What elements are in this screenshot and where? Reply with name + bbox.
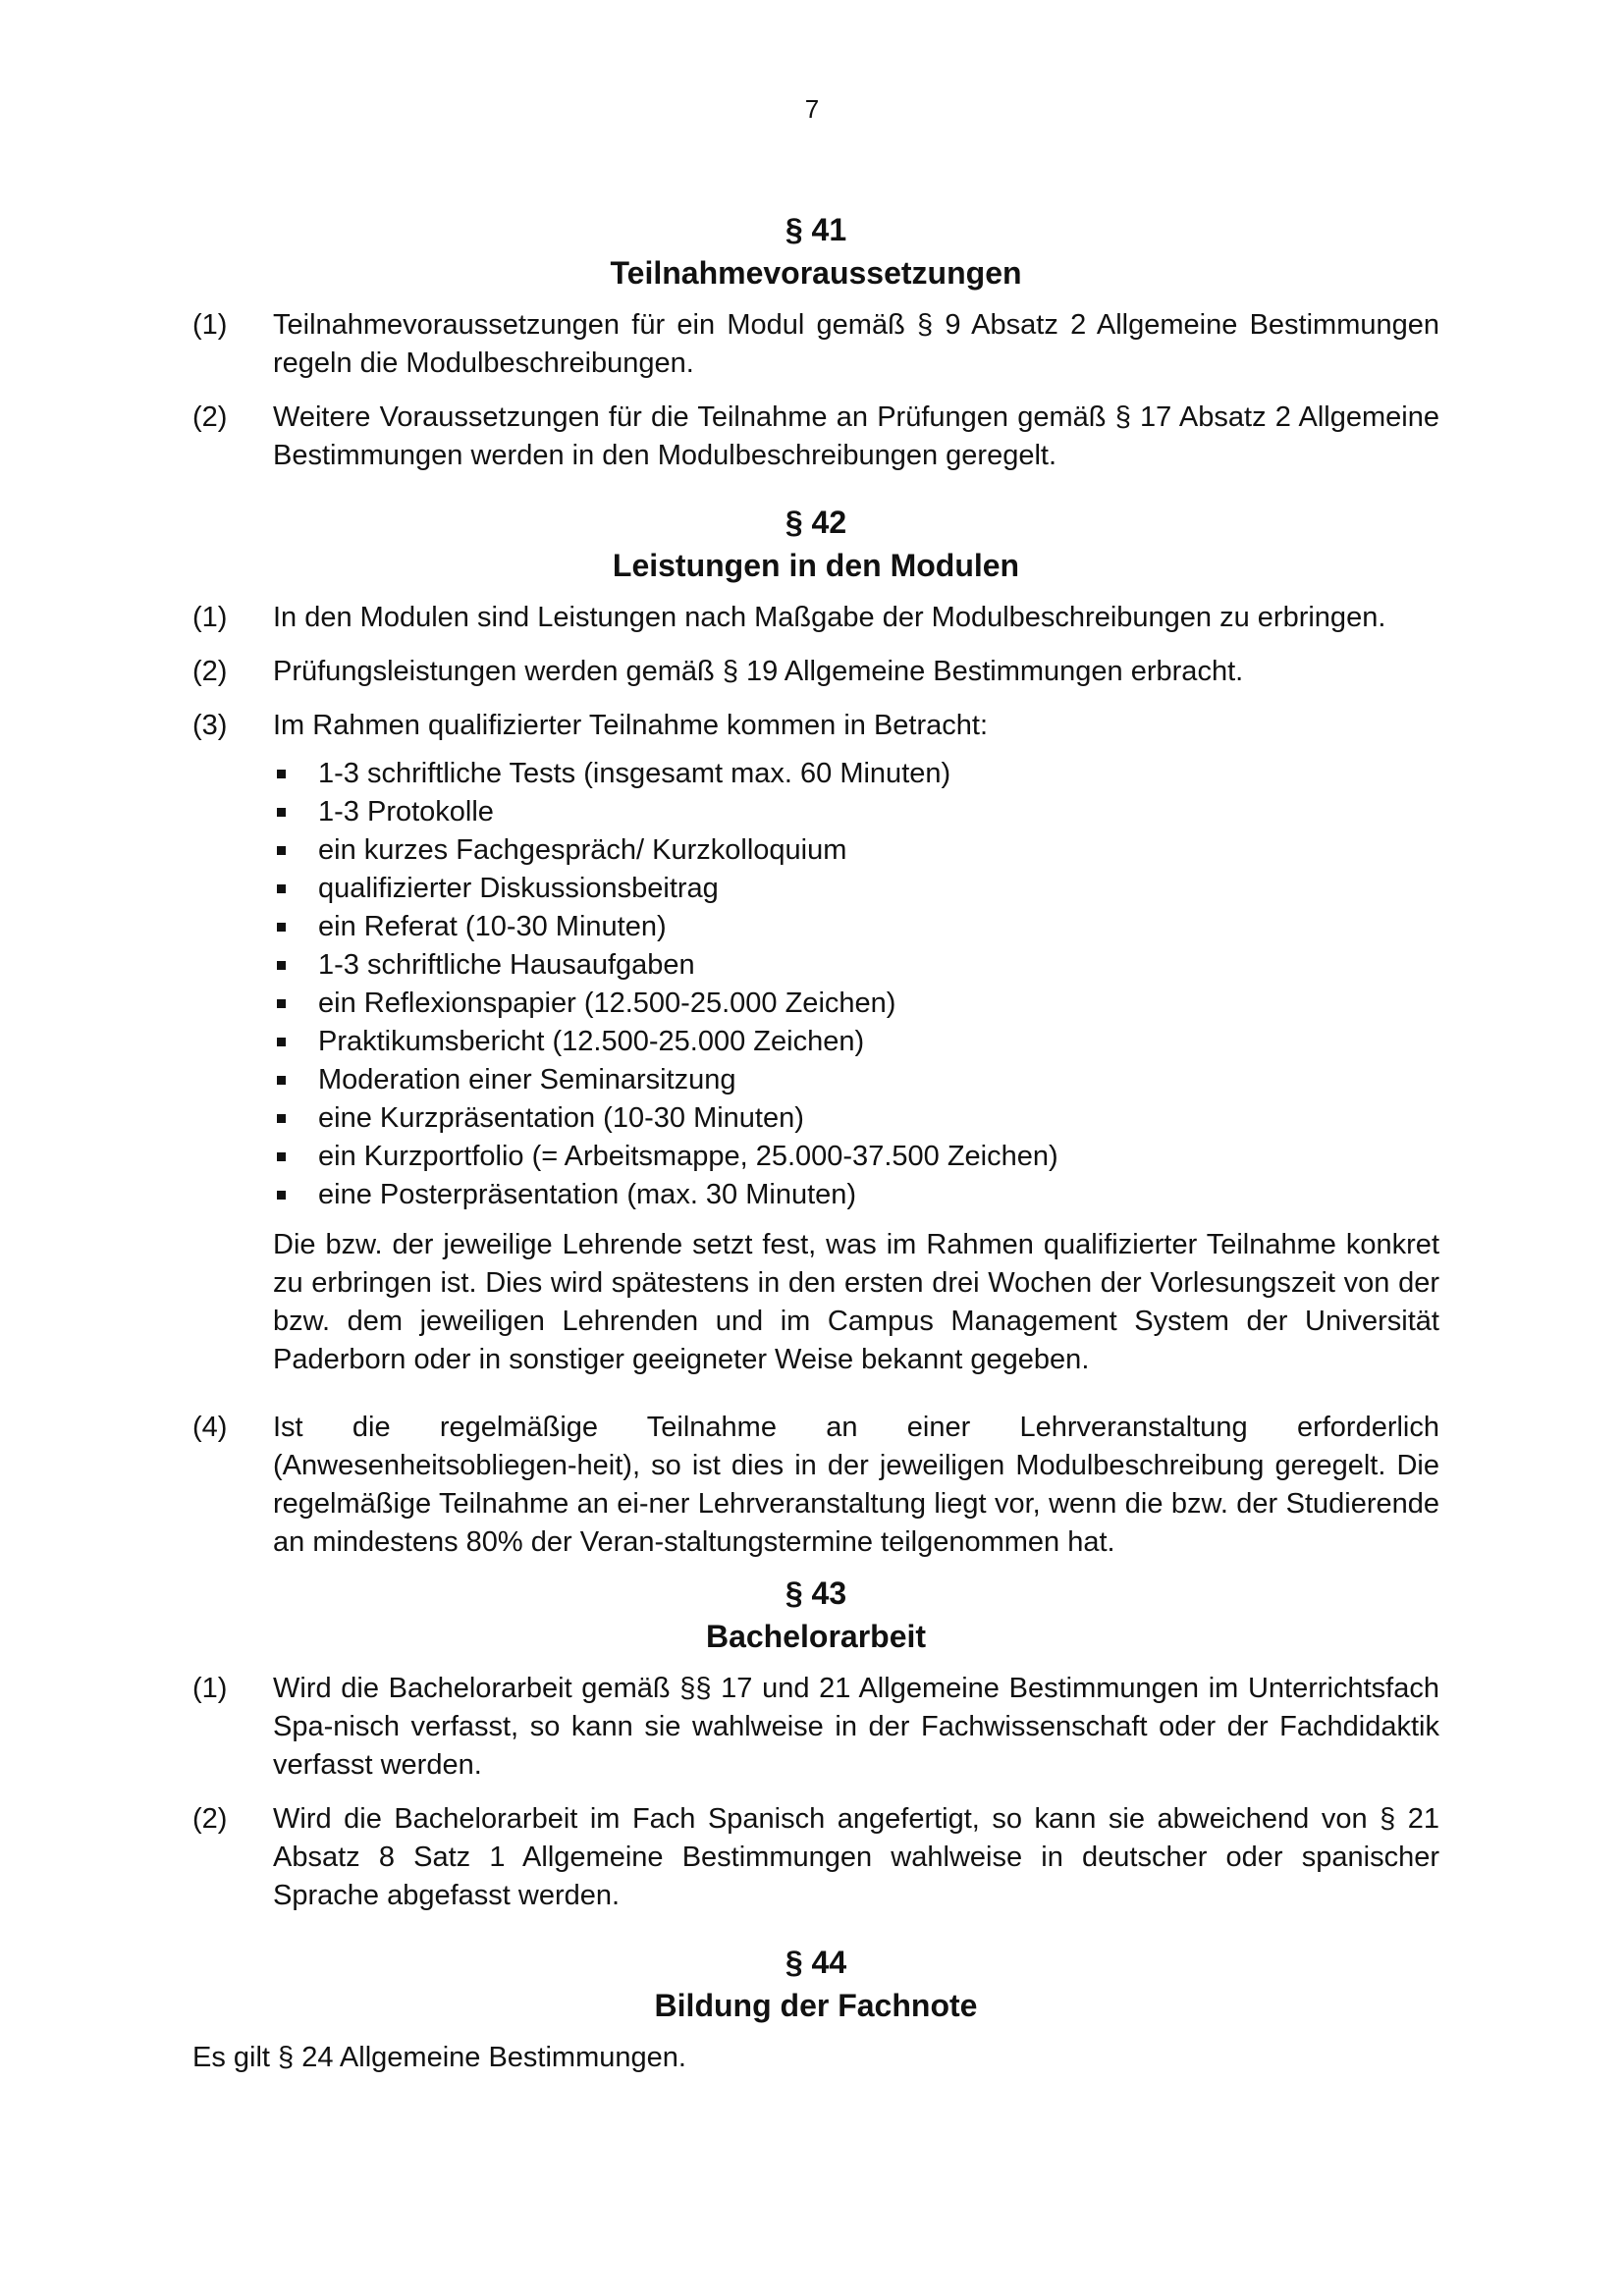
paragraph-text: Teilnahmevoraussetzungen für ein Modul gemäß § 9 Absatz 2 Allgemeine Bestimmungen regeln die Modulbeschreibungen. (273, 309, 1439, 379)
section-42 (192, 501, 1439, 1562)
list-item: ein Referat (10-30 Minuten) (273, 908, 1439, 946)
section-42-title: Leistungen in den Modulen (612, 548, 1020, 583)
paragraph-text: Wird die Bachelorarbeit im Fach Spanisch angefertigt, so kann sie abweichend von § 21 Absatz 8 Satz 1 Allgemeine Bestimmungen wahlweise in deutscher oder spanischer Sprache abgefasst werden. (273, 1803, 1439, 1911)
paragraph-number: (4) (192, 1412, 228, 1443)
paragraph (192, 306, 1439, 383)
section-43-title: Bachelorarbeit (705, 1619, 927, 1654)
paragraph-number: (2) (192, 401, 228, 433)
section-44-text: Es gilt § 24 Allgemeine Bestimmungen. (192, 2042, 686, 2073)
paragraph-text: Im Rahmen qualifizierter Teilnahme kommen in Betracht: (273, 710, 989, 741)
paragraph-text: Wird die Bachelorarbeit gemäß §§ 17 und 21 Allgemeine Bestimmungen im Unterrichtsfach Spa-nisch verfasst, so kann sie wahlweise in der Fachwissenschaft oder der Fachdidaktik verfasst werden. (273, 1673, 1439, 1781)
list-item: 1-3 Protokolle (273, 793, 1439, 831)
section-44 (192, 1941, 1439, 2077)
list-item: eine Posterpräsentation (max. 30 Minuten) (273, 1176, 1439, 1214)
section-41 (192, 208, 1439, 475)
paragraph (192, 1670, 1439, 1785)
paragraph (192, 1409, 1439, 1562)
qualified-participation-list (273, 755, 1439, 1214)
paragraph-text: Weitere Voraussetzungen für die Teilnahme an Prüfungen gemäß § 17 Absatz 2 Allgemeine Bestimmungen werden in den Modulbeschreibungen geregelt. (273, 401, 1439, 471)
section-41-number: § 41 (785, 212, 847, 247)
list-item: ein Reflexionspapier (12.500-25.000 Zeichen) (273, 985, 1439, 1023)
list-item: eine Kurzpräsentation (10-30 Minuten) (273, 1099, 1439, 1138)
list-item: 1-3 schriftliche Hausaufgaben (273, 946, 1439, 985)
list-item: qualifizierter Diskussionsbeitrag (273, 870, 1439, 908)
paragraph-text: Ist die regelmäßige Teilnahme an einer Lehrveranstaltung erforderlich (Anwesenheitsobliegen-heit), so ist dies in der jeweiligen Modulbeschreibung geregelt. Die regelmäßige Teilnahme an ei-ner Lehrveranstaltung liegt vor, wenn die bzw. der Studierende an mindestens 80% der Veran-staltungstermine teilgenommen hat. (273, 1412, 1439, 1558)
paragraph (192, 707, 1439, 745)
paragraph-number: (2) (192, 656, 228, 687)
section-41-title: Teilnahmevoraussetzungen (610, 255, 1022, 291)
list-item: ein kurzes Fachgespräch/ Kurzkolloquium (273, 831, 1439, 870)
section-43-number: § 43 (785, 1575, 847, 1611)
list-item: 1-3 schriftliche Tests (insgesamt max. 60 Minuten) (273, 755, 1439, 793)
paragraph-number: (2) (192, 1803, 228, 1835)
section-44-number: § 44 (785, 1945, 847, 1980)
paragraph-number: (1) (192, 1673, 228, 1704)
paragraph (192, 1800, 1439, 1915)
paragraph (192, 599, 1439, 637)
list-item: Praktikumsbericht (12.500-25.000 Zeichen) (273, 1023, 1439, 1061)
paragraph-number: (1) (192, 602, 228, 633)
paragraph-text: Prüfungsleistungen werden gemäß § 19 Allgemeine Bestimmungen erbracht. (273, 656, 1244, 687)
list-item: Moderation einer Seminarsitzung (273, 1061, 1439, 1099)
page-number: 7 (804, 94, 820, 124)
paragraph-number: (3) (192, 710, 228, 741)
paragraph-3-note: Die bzw. der jeweilige Lehrende setzt fest, was im Rahmen qualifizierter Teilnahme konkret zu erbringen ist. Dies wird spätestens in den ersten drei Wochen der Vorlesungszeit von der bzw. dem jeweiligen Lehrenden und im Campus Management System der Universität Paderborn oder in sonstiger geeigneter Weise bekannt gegeben. (273, 1229, 1439, 1375)
paragraph-number: (1) (192, 309, 228, 341)
list-item: ein Kurzportfolio (= Arbeitsmappe, 25.000-37.500 Zeichen) (273, 1138, 1439, 1176)
section-44-title: Bildung der Fachnote (654, 1988, 978, 2023)
paragraph-text: In den Modulen sind Leistungen nach Maßgabe der Modulbeschreibungen zu erbringen. (273, 602, 1386, 633)
section-42-number: § 42 (785, 505, 847, 540)
page-content (192, 208, 1439, 2077)
paragraph (192, 653, 1439, 691)
paragraph (192, 399, 1439, 475)
section-43 (192, 1572, 1439, 1915)
